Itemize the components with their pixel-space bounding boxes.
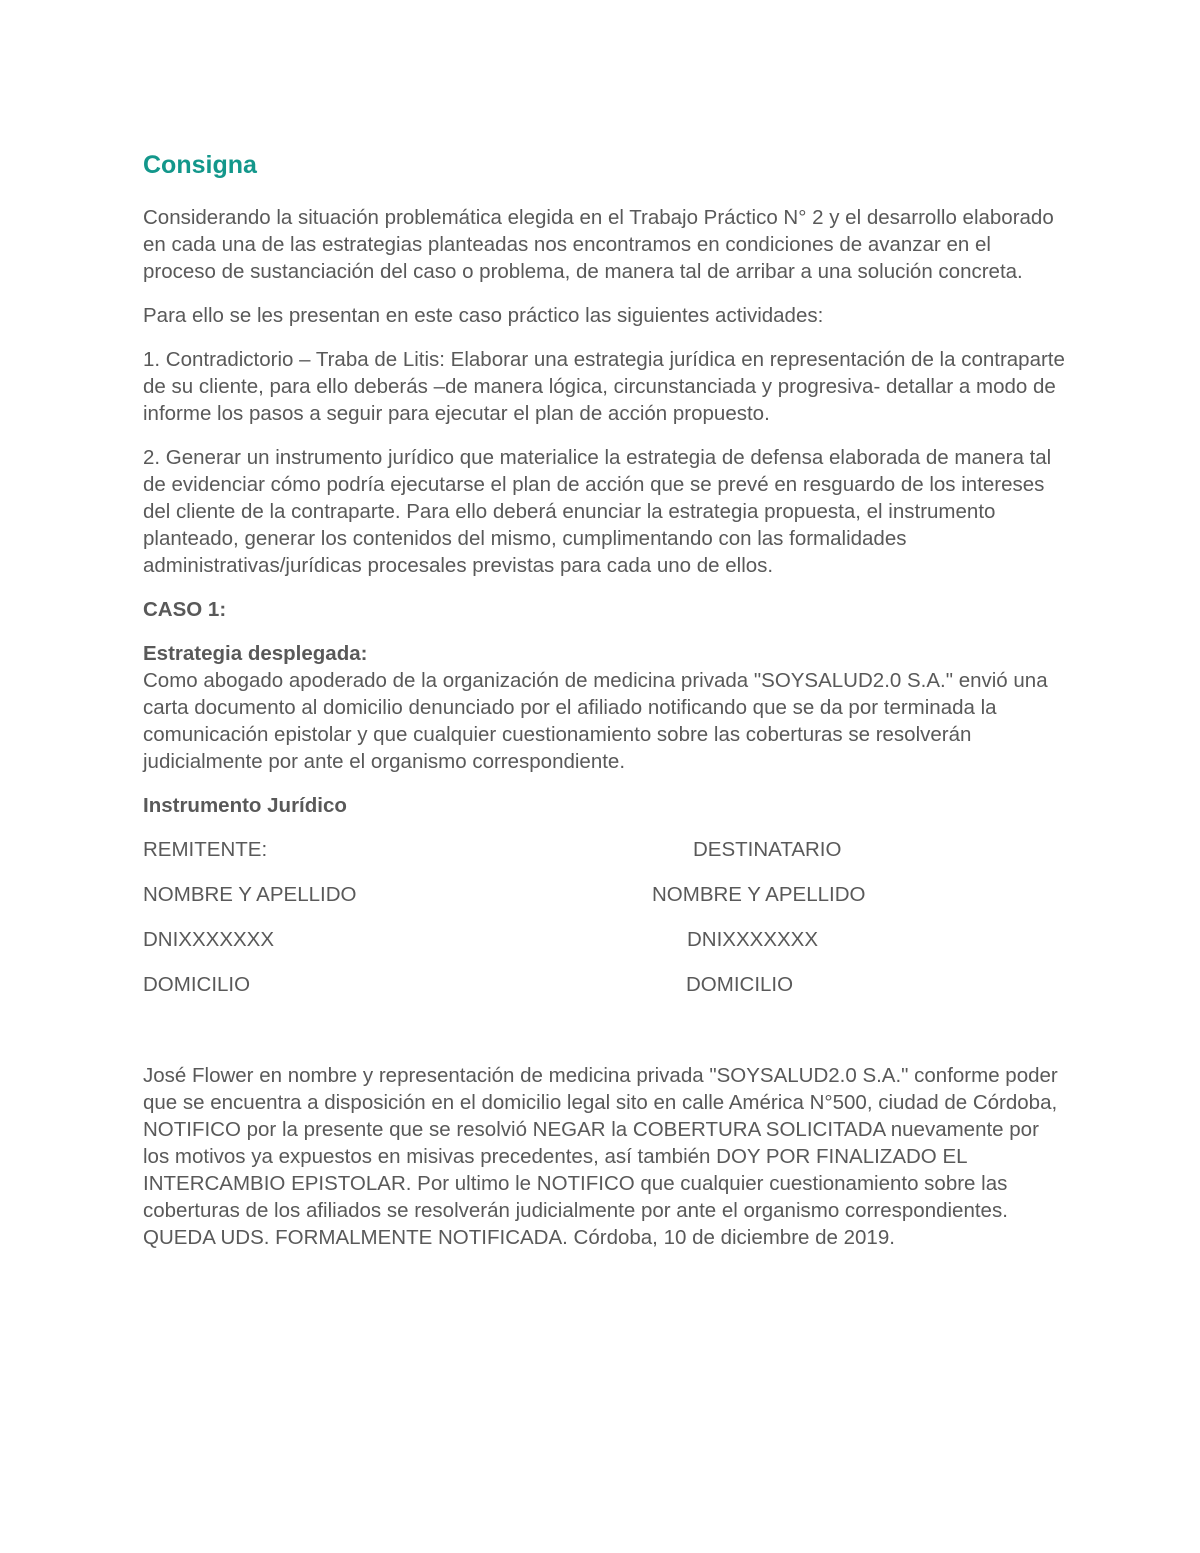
intro-paragraph: Considerando la situación problemática elegida en el Trabajo Práctico N° 2 y el desarrollo elaborado en cada una de las estrategias planteadas nos encontramos en condiciones de avanzar en el proceso de sustanciación del caso o problema, de manera tal de arribar a una solución concreta. <box>143 206 1054 283</box>
recipient-name: NOMBRE Y APELLIDO <box>652 883 866 906</box>
sender-address: DOMICILIO <box>143 973 251 996</box>
activity-1: 1. Contradictorio – Traba de Litis: Elaborar una estrategia jurídica en representación de la contraparte de su cliente, para ello deberás –de manera lógica, circunstanciada y progresiva- detallar a modo de informe los pasos a seguir para ejecutar el plan de acción propuesto. <box>143 348 1065 425</box>
activity-2: 2. Generar un instrumento jurídico que materialice la estrategia de defensa elaborada de manera tal de evidenciar cómo podría ejecutarse el plan de acción que se prevé en resguardo de los intereses del cliente de la contraparte. Para ello deberá enunciar la estrategia propuesta, el instrumento planteado, generar los contenidos del mismo, cumplimentando con las formalidades administrativas/jurídicas procesales previstas para cada uno de ellos. <box>143 446 1052 577</box>
recipient-dni: DNIXXXXXXX <box>687 928 819 951</box>
case-title: CASO 1: <box>143 598 227 621</box>
recipient-label: DESTINATARIO <box>693 838 842 861</box>
spacer <box>143 1016 1068 1062</box>
instrument-title: Instrumento Jurídico <box>143 794 347 817</box>
parties-label-row <box>143 836 1068 863</box>
parties-dni-row <box>143 926 1068 953</box>
sender-dni: DNIXXXXXXX <box>143 928 275 951</box>
activities-intro: Para ello se les presentan en este caso práctico las siguientes actividades: <box>143 304 824 327</box>
strategy-title: Estrategia desplegada: <box>143 642 368 665</box>
strategy-text: Como abogado apoderado de la organización de medicina privada "SOYSALUD2.0 S.A." envió una carta documento al domicilio denunciado por el afiliado notificando que se da por terminada la comunicación epistolar y que cualquier cuestionamiento sobre las coberturas se resolverán judicialmente por ante el organismo correspondiente. <box>143 669 1048 773</box>
parties-address-row <box>143 971 1068 998</box>
parties-name-row <box>143 881 1068 908</box>
sender-label: REMITENTE: <box>143 838 268 861</box>
sender-name: NOMBRE Y APELLIDO <box>143 883 357 906</box>
recipient-address: DOMICILIO <box>686 973 794 996</box>
document-content <box>143 148 1068 1268</box>
strategy-section <box>143 640 1068 775</box>
page-title: Consigna <box>143 151 257 179</box>
notification-text: José Flower en nombre y representación de medicina privada "SOYSALUD2.0 S.A." conforme poder que se encuentra a disposición en el domicilio legal sito en calle América N°500, ciudad de Córdoba, NOTIFICO por la presente que se resolvió NEGAR la COBERTURA SOLICITADA nuevamente por los motivos ya expuestos en misivas precedentes, así también DOY POR FINALIZADO EL INTERCAMBIO EPISTOLAR. Por ultimo le NOTIFICO que cualquier cuestionamiento sobre las coberturas de los afiliados se resolverán judicialmente por ante el organismo correspondientes. QUEDA UDS. FORMALMENTE NOTIFICADA. Córdoba, 10 de diciembre de 2019. <box>143 1064 1058 1249</box>
